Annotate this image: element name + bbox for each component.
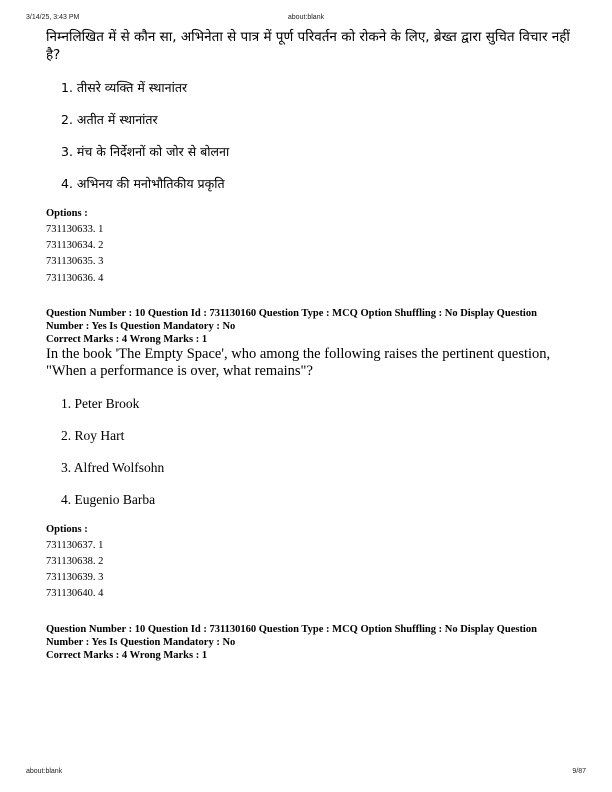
- question-text: In the book 'The Empty Space', who among the following raises the pertinent question, "When a performance is over, what remains"?: [46, 345, 551, 379]
- choice-item: 3. Alfred Wolfsohn: [61, 459, 165, 475]
- print-datetime: 3/14/25, 3:43 PM: [26, 14, 80, 21]
- question-meta-line: Number : Yes Is Question Mandatory : No: [46, 636, 236, 648]
- option-id: 731130634. 2: [46, 240, 104, 252]
- option-id: 731130633. 1: [46, 224, 104, 235]
- page-header: [0, 14, 612, 28]
- choice-item: 3. मंच के निर्देशनों को जोर से बोलना: [61, 144, 230, 159]
- choice-list: [46, 394, 582, 522]
- choice-item: 1. Peter Brook: [61, 395, 140, 411]
- option-id-list: [46, 538, 582, 603]
- option-id: 731130640. 4: [46, 588, 104, 600]
- footer-url: about:blank: [26, 768, 63, 775]
- choice-item: 2. अतीत में स्थानांतर: [61, 112, 158, 127]
- options-label: Options :: [46, 208, 88, 219]
- question-block-next: [46, 623, 582, 662]
- page-footer: [0, 768, 612, 782]
- option-id-list: [46, 222, 582, 287]
- question-meta-line: Number : Yes Is Question Mandatory : No: [46, 320, 236, 332]
- marks-line: Correct Marks : 4 Wrong Marks : 1: [46, 649, 208, 661]
- option-id: 731130636. 4: [46, 272, 104, 284]
- option-id: 731130635. 3: [46, 256, 104, 268]
- question-text: निम्नलिखित में से कौन सा, अभिनेता से पात्र में पूर्ण परिवर्तन को रोकने के लिए, ब्रेख्त द्वारा सुचित विचार नहीं है?: [46, 29, 570, 63]
- page-number: 9/87: [572, 768, 586, 775]
- option-id: 731130639. 3: [46, 572, 104, 584]
- choice-item: 4. Eugenio Barba: [61, 491, 156, 507]
- document-body: [46, 28, 582, 662]
- options-label: Options :: [46, 523, 88, 535]
- marks-line: Correct Marks : 4 Wrong Marks : 1: [46, 333, 208, 345]
- question-meta-line: Question Number : 10 Question Id : 731130160 Question Type : MCQ Option Shuffling : No Display Question: [46, 307, 537, 319]
- option-id: 731130637. 1: [46, 539, 104, 551]
- choice-item: 1. तीसरे व्यक्ति में स्थानांतर: [61, 80, 188, 95]
- question-block-hindi: [46, 28, 582, 287]
- choice-item: 2. Roy Hart: [61, 427, 125, 443]
- option-id: 731130638. 2: [46, 556, 104, 568]
- choice-item: 4. अभिनय की मनोभौतिकीय प्रकृति: [61, 176, 225, 191]
- page-title: about:blank: [287, 14, 325, 21]
- question-block-english: [46, 307, 582, 603]
- question-meta-line: Question Number : 10 Question Id : 731130160 Question Type : MCQ Option Shuffling : No Display Question: [46, 623, 537, 635]
- choice-list: [46, 78, 582, 206]
